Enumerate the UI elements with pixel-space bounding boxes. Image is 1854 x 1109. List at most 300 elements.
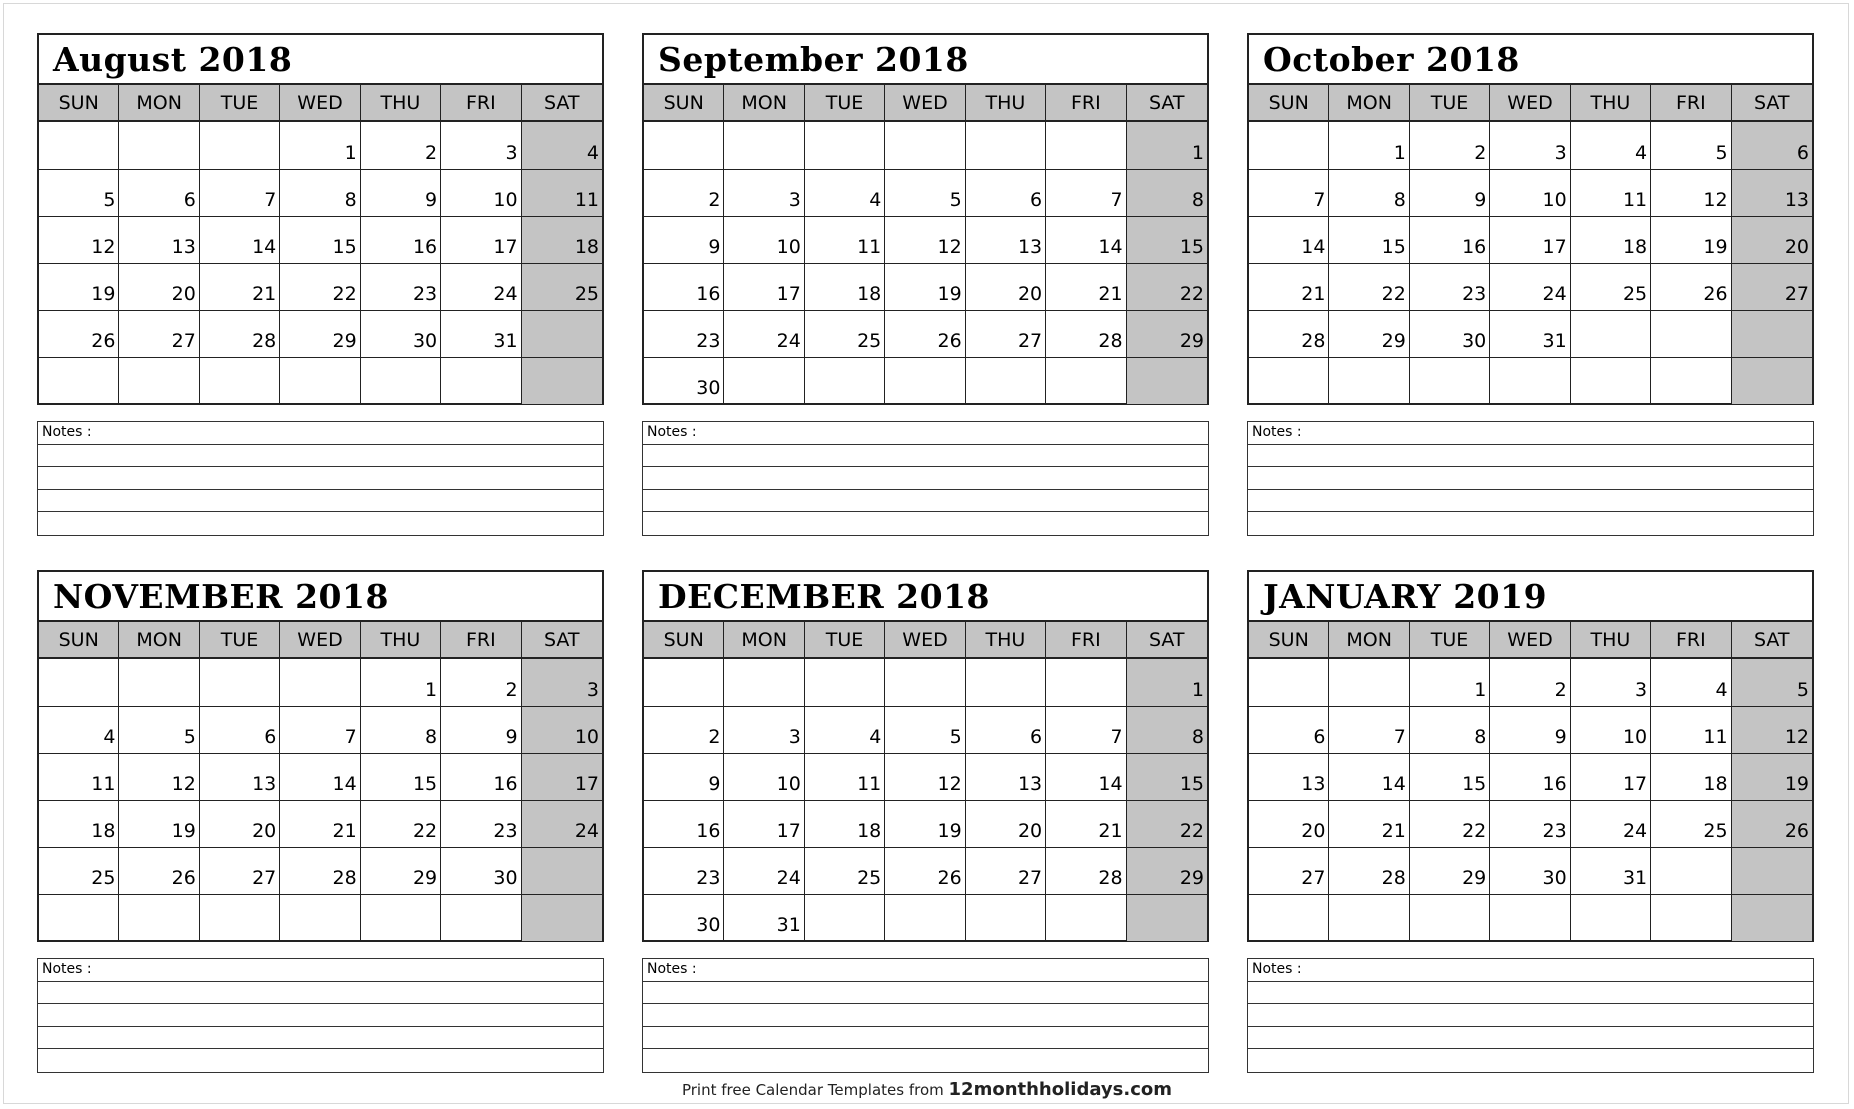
day-cell — [39, 216, 119, 263]
day-cell — [1127, 753, 1207, 800]
day-cell — [1732, 800, 1812, 847]
day-cell — [1571, 169, 1651, 216]
day-number: 8 — [1393, 189, 1406, 211]
day-number: 29 — [1179, 867, 1204, 889]
day-number: 5 — [949, 726, 962, 748]
day-number: 16 — [1542, 773, 1567, 795]
day-cell — [522, 263, 602, 310]
day-cell — [966, 800, 1046, 847]
day-cell — [39, 753, 119, 800]
day-cell — [1046, 169, 1126, 216]
day-cell — [1249, 894, 1329, 941]
day-number: 30 — [412, 330, 438, 352]
month-title: DECEMBER 2018 — [644, 572, 1207, 622]
day-cell — [1127, 800, 1207, 847]
weekday-label: FRI — [441, 85, 521, 121]
day-cell — [1651, 894, 1731, 941]
weekday-label: TUE — [1410, 85, 1490, 121]
day-number: 4 — [869, 726, 882, 748]
day-number: 24 — [574, 820, 599, 842]
day-number: 26 — [91, 330, 116, 352]
day-number: 29 — [1462, 867, 1487, 889]
notes-line[interactable] — [1248, 1049, 1813, 1072]
day-cell — [1329, 894, 1409, 941]
day-cell — [361, 753, 441, 800]
day-cell — [1046, 800, 1126, 847]
day-cell — [1127, 847, 1207, 894]
day-number: 27 — [1301, 867, 1326, 889]
month-calendar — [37, 570, 604, 1073]
day-cell — [1127, 357, 1207, 404]
day-number: 26 — [1703, 283, 1728, 305]
day-number: 7 — [344, 726, 357, 748]
day-cell — [1490, 753, 1570, 800]
day-number: 18 — [857, 283, 882, 305]
day-cell — [39, 800, 119, 847]
day-number: 22 — [1179, 283, 1204, 305]
day-cell — [1410, 753, 1490, 800]
month-box — [37, 570, 604, 942]
day-cell — [1410, 263, 1490, 310]
day-number: 26 — [1784, 820, 1809, 842]
day-number: 25 — [857, 867, 882, 889]
day-number: 27 — [1017, 330, 1043, 352]
day-number: 1 — [1474, 679, 1487, 701]
day-cell — [1046, 659, 1126, 706]
day-number: 28 — [252, 330, 277, 352]
weekday-label: FRI — [1046, 622, 1126, 658]
day-number: 28 — [1301, 330, 1326, 352]
day-number: 7 — [1110, 726, 1123, 748]
weekday-label: THU — [966, 622, 1046, 658]
weekday-label: SAT — [544, 629, 580, 651]
weekday-label: THU — [1571, 85, 1651, 121]
day-number: 13 — [171, 236, 196, 258]
month-box — [1247, 570, 1814, 942]
day-number: 5 — [1796, 679, 1809, 701]
notes-line[interactable] — [643, 445, 1208, 468]
day-number: 18 — [1703, 773, 1728, 795]
day-number: 14 — [332, 773, 357, 795]
footer-site-link[interactable]: 12monthholidays.com — [948, 1079, 1173, 1100]
day-cell — [1410, 706, 1490, 753]
day-number: 17 — [1542, 236, 1567, 258]
day-number: 18 — [574, 236, 599, 258]
day-cell — [1651, 659, 1731, 706]
day-number: 9 — [1474, 189, 1487, 211]
day-number: 21 — [332, 820, 357, 842]
day-cell — [280, 800, 360, 847]
notes-label: Notes : — [1252, 961, 1302, 977]
day-number: 21 — [252, 283, 277, 305]
day-cell — [1410, 659, 1490, 706]
day-number: 6 — [264, 726, 277, 748]
day-cell — [1651, 800, 1731, 847]
weekday-label: SAT — [1149, 92, 1185, 114]
notes-label: Notes : — [1252, 424, 1302, 440]
notes-line[interactable] — [643, 512, 1208, 535]
notes-line[interactable] — [643, 467, 1208, 490]
day-number: 9 — [708, 236, 721, 258]
day-cell — [966, 310, 1046, 357]
month-calendar — [1247, 570, 1814, 1073]
day-number: 29 — [332, 330, 357, 352]
day-number: 11 — [574, 189, 599, 211]
notes-line[interactable] — [1248, 512, 1813, 535]
notes-line[interactable] — [38, 982, 603, 1005]
day-cell — [1046, 357, 1126, 404]
day-cell — [522, 847, 602, 894]
day-number: 12 — [171, 773, 196, 795]
day-cell — [805, 263, 885, 310]
day-cell — [361, 659, 441, 706]
weekday-header — [644, 85, 1207, 122]
day-number: 5 — [949, 189, 962, 211]
day-number: 19 — [1703, 236, 1728, 258]
day-cell — [1127, 169, 1207, 216]
day-cell — [1127, 122, 1207, 169]
day-cell — [522, 122, 602, 169]
day-cell — [361, 357, 441, 404]
day-number: 16 — [493, 773, 518, 795]
weekday-label: FRI — [1651, 622, 1731, 658]
day-grid — [644, 659, 1207, 941]
day-grid — [39, 122, 602, 404]
day-number: 3 — [788, 726, 801, 748]
day-number: 8 — [1191, 726, 1204, 748]
notes-header-row — [643, 422, 1208, 445]
day-cell — [966, 753, 1046, 800]
day-cell — [1329, 800, 1409, 847]
day-number: 25 — [574, 283, 599, 305]
day-cell — [1732, 263, 1812, 310]
day-cell — [885, 357, 965, 404]
day-cell — [724, 800, 804, 847]
day-cell — [644, 216, 724, 263]
day-cell — [39, 122, 119, 169]
day-cell — [644, 169, 724, 216]
notes-line[interactable] — [643, 1004, 1208, 1027]
day-cell — [1329, 753, 1409, 800]
day-number: 6 — [1030, 726, 1043, 748]
day-cell — [280, 357, 360, 404]
day-cell — [1046, 122, 1126, 169]
day-cell — [644, 357, 724, 404]
notes-line[interactable] — [38, 512, 603, 535]
day-cell — [1410, 169, 1490, 216]
day-number: 11 — [857, 236, 882, 258]
day-cell — [885, 169, 965, 216]
day-cell — [885, 894, 965, 941]
day-number: 27 — [252, 867, 277, 889]
day-number: 21 — [1301, 283, 1326, 305]
day-cell — [441, 753, 521, 800]
day-number: 4 — [869, 189, 882, 211]
weekday-label: WED — [1490, 622, 1570, 658]
day-number: 14 — [1381, 773, 1406, 795]
day-cell — [724, 847, 804, 894]
day-cell — [361, 216, 441, 263]
day-cell — [966, 847, 1046, 894]
day-cell — [1046, 263, 1126, 310]
day-cell — [200, 122, 280, 169]
notes-line[interactable] — [643, 1027, 1208, 1050]
day-cell — [1571, 800, 1651, 847]
day-cell — [885, 216, 965, 263]
day-number: 18 — [91, 820, 116, 842]
weekday-label: SUN — [1249, 622, 1329, 658]
day-cell — [1571, 216, 1651, 263]
day-number: 26 — [937, 867, 962, 889]
weekday-label: MON — [1329, 85, 1409, 121]
day-cell — [724, 659, 804, 706]
day-number: 22 — [412, 820, 438, 842]
day-number: 24 — [1542, 283, 1567, 305]
day-cell — [966, 169, 1046, 216]
day-cell — [39, 263, 119, 310]
day-number: 14 — [1098, 236, 1123, 258]
notes-box — [37, 421, 604, 536]
day-cell — [39, 310, 119, 357]
day-number: 15 — [412, 773, 438, 795]
notes-line[interactable] — [38, 1004, 603, 1027]
notes-line[interactable] — [1248, 1027, 1813, 1050]
weekday-header — [39, 85, 602, 122]
day-cell — [1249, 310, 1329, 357]
day-cell — [1127, 659, 1207, 706]
day-cell — [644, 310, 724, 357]
day-cell — [280, 216, 360, 263]
day-cell — [200, 753, 280, 800]
footer-text: Print free Calendar Templates from — [681, 1081, 944, 1099]
day-cell — [644, 847, 724, 894]
day-cell — [1410, 122, 1490, 169]
day-cell — [724, 263, 804, 310]
weekday-label: FRI — [441, 622, 521, 658]
weekday-header — [1249, 85, 1812, 122]
day-number: 16 — [412, 236, 438, 258]
day-cell — [1490, 263, 1570, 310]
notes-line[interactable] — [643, 1049, 1208, 1072]
notes-header-row — [1248, 959, 1813, 982]
notes-line[interactable] — [1248, 982, 1813, 1005]
day-number: 23 — [493, 820, 518, 842]
day-cell — [724, 122, 804, 169]
month-title: JANUARY 2019 — [1249, 572, 1812, 622]
day-cell — [441, 894, 521, 941]
day-cell — [1249, 659, 1329, 706]
day-cell — [805, 357, 885, 404]
day-number: 21 — [1381, 820, 1406, 842]
notes-label: Notes : — [647, 961, 697, 977]
day-number: 26 — [171, 867, 196, 889]
day-number: 30 — [696, 377, 721, 399]
day-cell — [1249, 122, 1329, 169]
day-cell — [1127, 894, 1207, 941]
day-number: 28 — [1098, 867, 1123, 889]
day-number: 20 — [252, 820, 277, 842]
day-cell — [805, 706, 885, 753]
day-number: 15 — [1381, 236, 1406, 258]
day-number: 3 — [505, 142, 518, 164]
notes-line[interactable] — [643, 982, 1208, 1005]
day-number: 16 — [1462, 236, 1487, 258]
day-cell — [1410, 894, 1490, 941]
day-number: 17 — [574, 773, 599, 795]
day-cell — [1571, 706, 1651, 753]
day-number: 27 — [171, 330, 196, 352]
day-cell — [39, 847, 119, 894]
day-cell — [1651, 847, 1731, 894]
day-cell — [1651, 753, 1731, 800]
day-cell — [1490, 847, 1570, 894]
weekday-header — [1249, 622, 1812, 659]
notes-line[interactable] — [38, 490, 603, 513]
day-number: 2 — [505, 679, 518, 701]
day-cell — [200, 263, 280, 310]
notes-line[interactable] — [38, 445, 603, 468]
day-cell — [1732, 169, 1812, 216]
day-cell — [805, 310, 885, 357]
day-number: 12 — [1784, 726, 1809, 748]
notes-label: Notes : — [42, 961, 92, 977]
day-number: 8 — [1191, 189, 1204, 211]
day-number: 8 — [344, 189, 357, 211]
day-cell — [805, 847, 885, 894]
day-number: 24 — [776, 867, 801, 889]
day-cell — [805, 753, 885, 800]
day-number: 24 — [1622, 820, 1648, 842]
day-cell — [119, 894, 199, 941]
day-cell — [1329, 310, 1409, 357]
day-cell — [1571, 894, 1651, 941]
day-cell — [522, 169, 602, 216]
day-number: 13 — [1301, 773, 1326, 795]
day-cell — [966, 263, 1046, 310]
day-number: 6 — [1313, 726, 1326, 748]
day-cell — [1410, 216, 1490, 263]
day-cell — [966, 894, 1046, 941]
weekday-label: SAT — [544, 92, 580, 114]
weekday-label: WED — [885, 622, 965, 658]
day-cell — [1249, 216, 1329, 263]
notes-header-row — [643, 959, 1208, 982]
day-cell — [966, 122, 1046, 169]
weekday-label: MON — [724, 622, 804, 658]
day-cell — [361, 263, 441, 310]
day-number: 7 — [1313, 189, 1326, 211]
day-number: 20 — [1017, 820, 1043, 842]
day-cell — [200, 659, 280, 706]
day-number: 13 — [1017, 236, 1043, 258]
notes-line[interactable] — [38, 1049, 603, 1072]
day-cell — [1651, 263, 1731, 310]
day-cell — [522, 706, 602, 753]
day-cell — [39, 357, 119, 404]
day-cell — [885, 263, 965, 310]
day-number: 12 — [91, 236, 116, 258]
day-cell — [1732, 894, 1812, 941]
day-number: 9 — [505, 726, 518, 748]
day-number: 17 — [776, 820, 801, 842]
day-number: 21 — [1098, 283, 1123, 305]
day-cell — [1571, 310, 1651, 357]
footer — [0, 1079, 1854, 1100]
month-calendar — [642, 570, 1209, 1073]
day-number: 2 — [708, 189, 721, 211]
day-number: 23 — [412, 283, 438, 305]
notes-line[interactable] — [38, 1027, 603, 1050]
day-cell — [441, 706, 521, 753]
day-cell — [644, 800, 724, 847]
day-cell — [805, 659, 885, 706]
day-number: 26 — [937, 330, 962, 352]
day-cell — [1249, 263, 1329, 310]
notes-header-row — [38, 422, 603, 445]
day-number: 5 — [1715, 142, 1728, 164]
day-number: 29 — [1179, 330, 1204, 352]
notes-line[interactable] — [643, 490, 1208, 513]
day-number: 27 — [1784, 283, 1809, 305]
day-number: 2 — [1554, 679, 1567, 701]
day-number: 12 — [1703, 189, 1728, 211]
day-number: 21 — [1098, 820, 1123, 842]
day-cell — [1490, 357, 1570, 404]
day-cell — [361, 800, 441, 847]
day-cell — [200, 894, 280, 941]
day-cell — [441, 357, 521, 404]
notes-box — [1247, 958, 1814, 1073]
day-number: 29 — [1381, 330, 1406, 352]
day-cell — [1571, 263, 1651, 310]
day-number: 19 — [171, 820, 196, 842]
day-cell — [1046, 894, 1126, 941]
day-cell — [119, 659, 199, 706]
day-number: 5 — [183, 726, 196, 748]
notes-line[interactable] — [1248, 445, 1813, 468]
day-number: 19 — [937, 283, 962, 305]
day-cell — [119, 800, 199, 847]
day-cell — [441, 263, 521, 310]
day-cell — [805, 894, 885, 941]
day-number: 19 — [91, 283, 116, 305]
day-number: 22 — [1381, 283, 1406, 305]
day-cell — [280, 310, 360, 357]
notes-line[interactable] — [1248, 467, 1813, 490]
notes-line[interactable] — [1248, 1004, 1813, 1027]
notes-line[interactable] — [38, 467, 603, 490]
day-cell — [1651, 310, 1731, 357]
day-number: 3 — [586, 679, 599, 701]
day-cell — [644, 894, 724, 941]
weekday-label: THU — [361, 622, 441, 658]
day-number: 27 — [1017, 867, 1043, 889]
day-cell — [885, 753, 965, 800]
day-cell — [644, 659, 724, 706]
weekday-label: SAT — [1754, 629, 1790, 651]
month-title: September 2018 — [644, 35, 1207, 85]
day-cell — [1490, 659, 1570, 706]
notes-line[interactable] — [1248, 490, 1813, 513]
day-cell — [1490, 894, 1570, 941]
day-cell — [966, 659, 1046, 706]
day-cell — [441, 122, 521, 169]
day-number: 17 — [776, 283, 801, 305]
month-box — [37, 33, 604, 405]
day-cell — [1329, 216, 1409, 263]
day-number: 5 — [103, 189, 116, 211]
day-cell — [280, 706, 360, 753]
